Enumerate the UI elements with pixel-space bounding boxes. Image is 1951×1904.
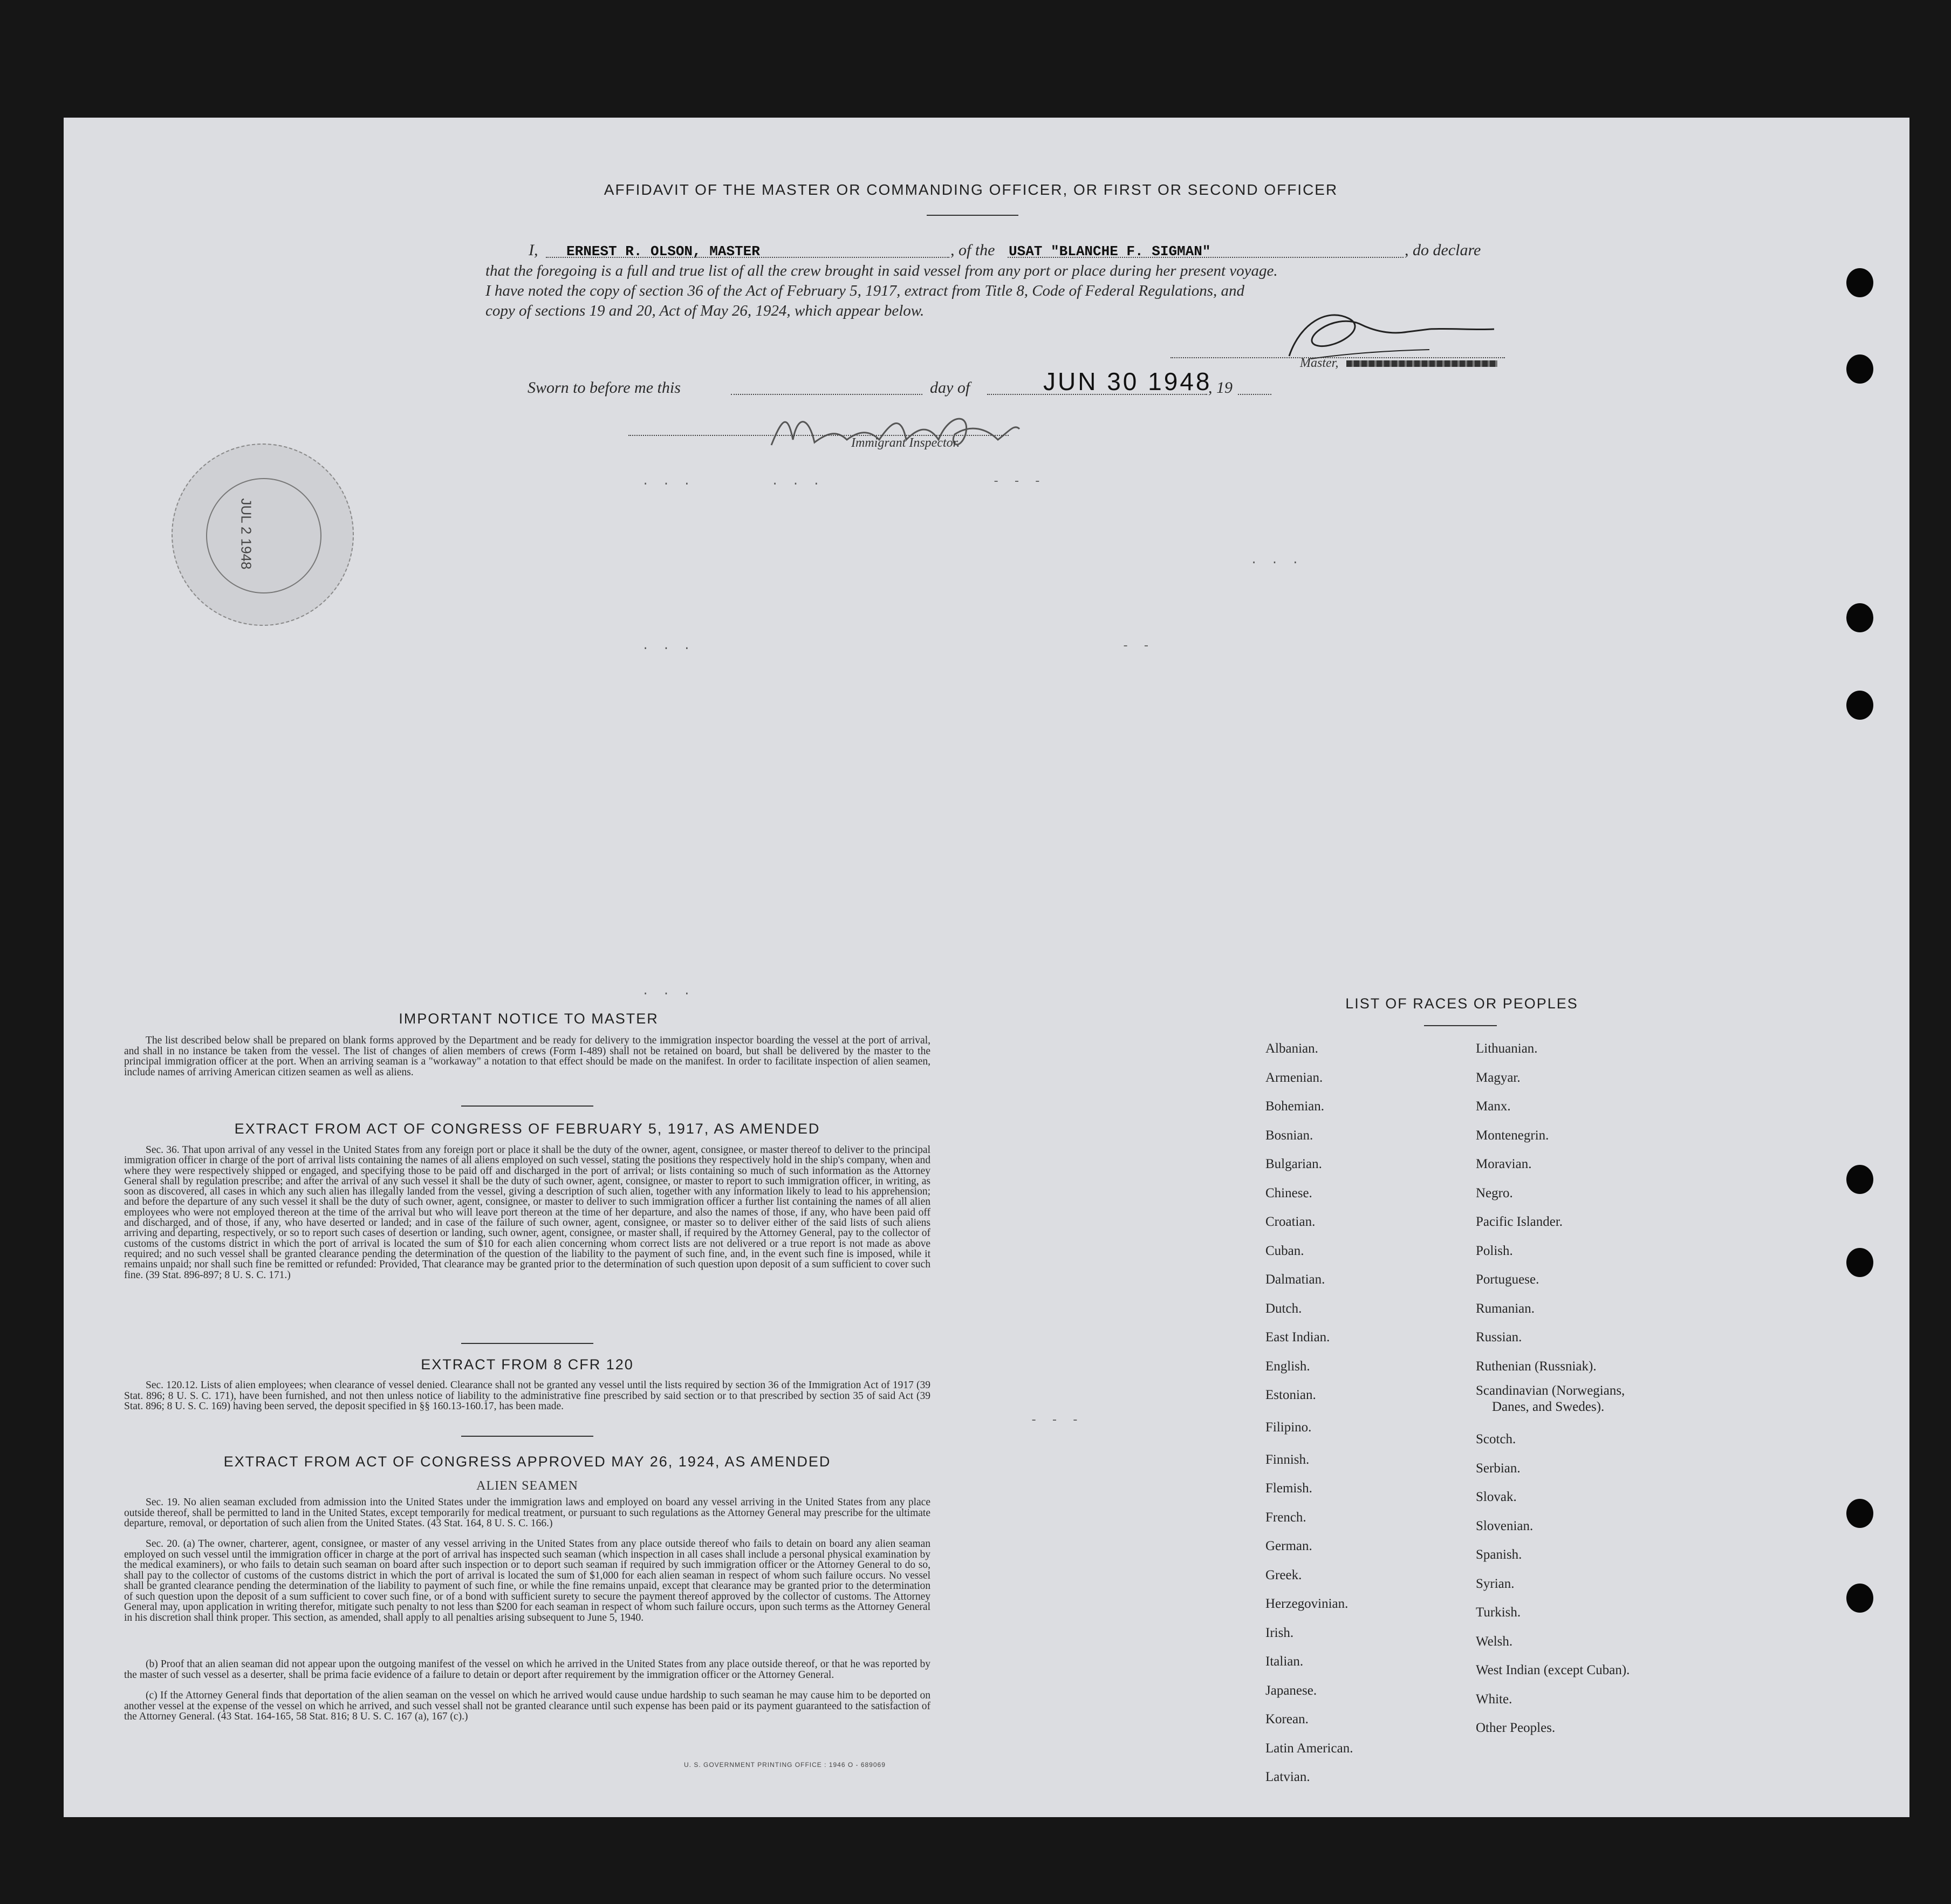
inspector-label: Immigrant Inspector. bbox=[851, 436, 960, 450]
race-item: Syrian. bbox=[1476, 1576, 1515, 1591]
race-item: English. bbox=[1265, 1359, 1310, 1374]
race-item: Croatian. bbox=[1265, 1214, 1316, 1229]
extract-1917-text: Sec. 36. That upon arrival of any vessel in the United States from any foreign port or place it shall be the duty of the owner, agent, consignee, or master thereof to deliver to the principal immigration officer in charge of the port of arrival lists containing the names of all aliens employed on such vessel, stating the positions they respectively hold in the ship's company, when and where they were respectively shipped or engaged, and specifying those to be paid off and discharged in the port of arrival; or lists containing so much of such information as the Attorney General shall by regulation prescribe; and after the arrival of any such vessel it shall be the duty of such owner, agent, consignee, or master to report to such immigration officer, in writing, as soon as discovered, all cases in which any such alien has illegally landed from the vessel, giving a description of such alien, together with any information likely to lead to his apprehension; and before the departure of any such vessel it shall be the duty of such owner, agent, consignee, or master to deliver to such immigration officer a further list containing the names of all alien employees who were not employed thereon at the time of the arrival but who will leave port thereon at the time of her departure, and also the names of those, if any, who have been paid off and discharged, and of those, if any, who have deserted or landed; and in case of the failure of such owner, agent, consignee, or master so to deliver either of the said lists of such aliens arriving and departing, respectively, or so to report such cases of desertion or landing, such owner, agent, consignee, or master shall, if required by the Attorney General, pay to the collector of customs of the customs district in which the port of arrival is located the sum of $10 for each alien concerning whom correct lists are not delivered or a true report is not made as above required; and no such vessel shall be granted clearance pending the determination of the question of the liability to the payment of such fine, and, in the event such fine is imposed, while it remains unpaid; nor shall such fine be remitted or refunded: Provided, That clearance may be granted prior to the determination of such question upon deposit of a sum sufficient to cover such fine. (39 Stat. 896-897; 8 U. S. C. 171.) bbox=[124, 1144, 930, 1281]
race-item: West Indian (except Cuban). bbox=[1476, 1663, 1630, 1677]
declaration-line-1 bbox=[529, 241, 538, 260]
race-item: White. bbox=[1476, 1691, 1512, 1707]
heading-rule bbox=[927, 215, 1018, 216]
race-item: German. bbox=[1265, 1539, 1312, 1553]
race-item: Manx. bbox=[1476, 1099, 1511, 1114]
race-item: Latvian. bbox=[1265, 1770, 1310, 1784]
race-item: Albanian. bbox=[1265, 1041, 1318, 1056]
race-item: Korean. bbox=[1265, 1712, 1309, 1726]
race-item: Spanish. bbox=[1476, 1547, 1522, 1562]
alien-seamen-subheading: ALIEN SEAMEN bbox=[476, 1479, 578, 1493]
races-column-1 bbox=[1265, 1034, 1353, 1792]
section-rule bbox=[461, 1105, 593, 1107]
notice-heading: IMPORTANT NOTICE TO MASTER bbox=[399, 1011, 659, 1027]
race-item: Russian. bbox=[1476, 1330, 1522, 1345]
extract-1917-heading: EXTRACT FROM ACT OF CONGRESS OF FEBRUARY 5, 1917, AS AMENDED bbox=[234, 1121, 820, 1137]
race-item: Irish. bbox=[1265, 1625, 1294, 1640]
declaration-line-4: copy of sections 19 and 20, Act of May 26, 1924, which appear below. bbox=[485, 302, 925, 319]
vessel-name: USAT "BLANCHE F. SIGMAN" bbox=[1009, 243, 1211, 260]
punch-hole bbox=[1846, 354, 1873, 384]
race-item: Dalmatian. bbox=[1265, 1272, 1325, 1287]
race-item: Ruthenian (Russniak). bbox=[1476, 1359, 1597, 1374]
race-item: Welsh. bbox=[1476, 1634, 1513, 1649]
sec20b-text: (b) Proof that an alien seaman did not appear upon the outgoing manifest of the vessel on which he arrived in the United States from any place outside thereof, or that he was reported by the master of such vessel as a deserter, shall be prima facie evidence of a failure to detain or deport after requirement by the immigration officer or the Attorney General. bbox=[124, 1659, 930, 1681]
sworn-date-stamp: JUN 30 1948 bbox=[1043, 367, 1212, 395]
race-item: Slovak. bbox=[1476, 1490, 1517, 1504]
day-of-label: day of bbox=[930, 379, 970, 397]
stamp-inner-ring bbox=[206, 478, 321, 593]
race-item: Magyar. bbox=[1476, 1070, 1521, 1085]
affidavit-heading: AFFIDAVIT OF THE MASTER OR COMMANDING OFFICER, OR FIRST OR SECOND OFFICER bbox=[604, 181, 1338, 198]
race-item: Scotch. bbox=[1476, 1432, 1516, 1446]
race-item: Cuban. bbox=[1265, 1243, 1304, 1258]
race-item: Portuguese. bbox=[1476, 1272, 1539, 1287]
tick-mark: - - bbox=[1122, 639, 1153, 653]
struck-title bbox=[1346, 360, 1497, 367]
sec20c-text: (c) If the Attorney General finds that deportation of the alien seaman on the vessel on which he arrived would cause undue hardship to such seaman he may cause him to be deported on another vessel at the expense of the vessel on which he arrived, and such vessel shall not be granted clearance until such expense has been paid or its payment guaranteed to the satisfaction of the Attorney General. (43 Stat. 164-165, 58 Stat. 816; 8 U. S. C. 167 (a), 167 (c).) bbox=[124, 1690, 930, 1722]
race-item: Pacific Islander. bbox=[1476, 1214, 1563, 1229]
extract-cfr-text: Sec. 120.12. Lists of alien employees; when clearance of vessel denied. Clearance shall not be granted any vessel until the lists required by section 36 of the Immigration Act of 1917 (39 Stat. 896; 8 U. S. C. 171), have been furnished, and not then unless notice of liability to the administrative fine prescribed by said section or to that prescribed by section 35 of said Act (39 Stat. 896; 8 U. S. C. 169) having been served, the deposit specified in §§ 160.13-160.17, has been made. bbox=[124, 1380, 930, 1412]
race-item: Greek. bbox=[1265, 1567, 1302, 1582]
declaration-line-2: that the foregoing is a full and true list of all the crew brought in said vessel from any port or place during her present voyage. bbox=[485, 262, 1278, 279]
sworn-day-line bbox=[731, 394, 922, 395]
race-item: East Indian. bbox=[1265, 1330, 1330, 1345]
printer-line: U. S. GOVERNMENT PRINTING OFFICE : 1946 O - 689069 bbox=[684, 1761, 886, 1769]
races-column-2 bbox=[1476, 1034, 1630, 1743]
punch-hole bbox=[1846, 1248, 1873, 1277]
tick-mark: - - - bbox=[992, 475, 1045, 488]
declaration-line-3: I have noted the copy of section 36 of the Act of February 5, 1917, extract from Title 8, Code of Federal Regulations, and bbox=[485, 282, 1245, 299]
sec20a-text: Sec. 20. (a) The owner, charterer, agent, consignee, or master of any vessel arriving in the United States from any place outside thereof who fails to detain on board any alien seaman employed on such vessel until the immigration officer in charge at the port of arrival has inspected such seaman (which inspection in all cases shall include a personal physical examination by the medical examiners), or who fails to detain such seaman on board after such inspection or to deport such seaman if required by such immigration officer or the Attorney General to do so, shall pay to the collector of customs of the customs district in which the port of arrival is located the sum of $1,000 for each alien seaman in respect of whom such failure occurs. No vessel shall be granted clearance pending the determination of the liability to payment of such fine, or while the fine remains unpaid, except that clearance may be granted prior to the determination of such question upon the deposit of a sum sufficient to cover such fine, or of a bond with sufficient surety to secure the payment thereof approved by the collector of customs. The Attorney General may, upon application in writing therefor, mitigate such penalty to not less than $200 for each seaman in respect of whom such failure occurs, upon such terms as the Attorney General in his discretion shall think proper. This section, as amended, shall apply to all penalties arising subsequent to June 5, 1940. bbox=[124, 1538, 930, 1623]
race-item: Montenegrin. bbox=[1476, 1128, 1549, 1143]
declare-label: , do declare bbox=[1405, 241, 1481, 259]
tick-mark: . . . bbox=[642, 639, 694, 653]
section-rule bbox=[461, 1343, 593, 1344]
race-item: Bohemian. bbox=[1265, 1099, 1325, 1114]
race-item: Japanese. bbox=[1265, 1683, 1317, 1698]
sworn-label: Sworn to before me this bbox=[528, 379, 681, 397]
race-item: Latin American. bbox=[1265, 1741, 1353, 1756]
stamp-date: JUL 2 1948 bbox=[238, 498, 255, 570]
race-item-line: Danes, and Swedes). bbox=[1492, 1400, 1605, 1414]
race-item: Estonian. bbox=[1265, 1388, 1316, 1402]
punch-hole bbox=[1846, 1584, 1873, 1613]
race-item: Negro. bbox=[1476, 1185, 1513, 1200]
section-rule bbox=[461, 1436, 593, 1437]
extract-1924-heading: EXTRACT FROM ACT OF CONGRESS APPROVED MAY 26, 1924, AS AMENDED bbox=[223, 1453, 831, 1470]
notice-text: The list described below shall be prepared on blank forms approved by the Department and be ready for delivery to the immigration inspector boarding the vessel at the port of arrival, and shall in no instance be taken from the vessel. The list of changes of alien members of crews (Form I-489) shall not be retained on board, but shall be delivered by the master to the principal immigration officer at the port. When an arriving seaman is a "workaway" a notation to that effect should be made on the manifest. In order to facilitate inspection of alien seamen, include names of arriving American citizen seamen as well as aliens. bbox=[124, 1035, 930, 1078]
race-item: Dutch. bbox=[1265, 1301, 1302, 1316]
race-item: Armenian. bbox=[1265, 1070, 1323, 1085]
punch-hole bbox=[1846, 1499, 1873, 1528]
race-item: French. bbox=[1265, 1510, 1306, 1525]
punch-hole bbox=[1846, 603, 1873, 632]
master-name: ERNEST R. OLSON, MASTER bbox=[566, 243, 760, 260]
punch-hole bbox=[1846, 691, 1873, 720]
race-item: Moravian. bbox=[1476, 1157, 1532, 1171]
races-heading: LIST OF RACES OR PEOPLES bbox=[1345, 995, 1578, 1012]
race-item: Turkish. bbox=[1476, 1605, 1521, 1620]
race-item: Finnish. bbox=[1265, 1452, 1310, 1467]
of-the-label: , of the bbox=[950, 241, 995, 259]
sworn-year-line bbox=[1238, 394, 1271, 395]
race-item: Rumanian. bbox=[1476, 1301, 1535, 1316]
race-item: Chinese. bbox=[1265, 1185, 1312, 1200]
prefix-i: I, bbox=[529, 241, 538, 259]
race-item: Polish. bbox=[1476, 1243, 1513, 1258]
race-item: Herzegovinian. bbox=[1265, 1596, 1348, 1611]
race-item: Serbian. bbox=[1476, 1461, 1521, 1476]
extract-cfr-heading: EXTRACT FROM 8 CFR 120 bbox=[421, 1356, 634, 1373]
immigration-date-stamp bbox=[172, 443, 354, 626]
tick-mark: . . . bbox=[642, 475, 694, 488]
race-item: Lithuanian. bbox=[1476, 1041, 1538, 1056]
tick-mark: . . . bbox=[1250, 554, 1303, 567]
punch-hole bbox=[1846, 1165, 1873, 1194]
tick-mark: - - - bbox=[1030, 1414, 1083, 1427]
race-item: Bulgarian. bbox=[1265, 1157, 1322, 1171]
master-label: Master, bbox=[1300, 356, 1339, 370]
races-heading-rule bbox=[1424, 1025, 1497, 1026]
race-item: Bosnian. bbox=[1265, 1128, 1313, 1143]
race-item: Slovenian. bbox=[1476, 1518, 1534, 1533]
sec19-text: Sec. 19. No alien seaman excluded from admission into the United States under the immigration laws and employed on board any vessel arriving in the United States from any place outside thereof, shall be permitted to land in the United States, except temporarily for medical treatment, or pursuant to such regulations as the Attorney General may prescribe for the ultimate departure, removal, or deportation of such alien from the United States. (43 Stat. 164, 8 U. S. C. 166.) bbox=[124, 1497, 930, 1529]
tick-mark: . . . bbox=[771, 475, 824, 488]
race-item-line: Scandinavian (Norwegians, bbox=[1476, 1383, 1625, 1398]
punch-hole bbox=[1846, 268, 1873, 297]
race-item: Other Peoples. bbox=[1476, 1721, 1556, 1735]
tick-mark: . . . bbox=[642, 985, 694, 998]
race-item: Italian. bbox=[1265, 1654, 1304, 1669]
race-item: Filipino. bbox=[1265, 1420, 1312, 1435]
year-label: , 19 bbox=[1208, 379, 1233, 397]
race-item: Flemish. bbox=[1265, 1481, 1312, 1496]
race-item-scandinavian bbox=[1476, 1381, 1630, 1425]
